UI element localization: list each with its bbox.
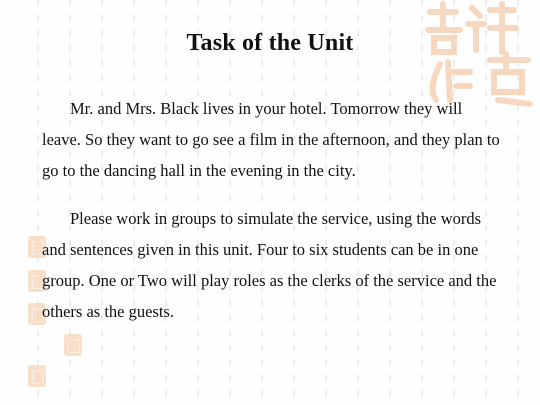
slide-title: Task of the Unit xyxy=(186,30,354,56)
task-paragraph-scenario: Mr. and Mrs. Black lives in your hotel. Tomorrow they will leave. So they want to go see a film in the afternoon, and they plan to go to the dancing hall in the evening in the city. xyxy=(42,99,500,180)
seal-decoration xyxy=(64,334,82,356)
task-paragraph-instructions: Please work in groups to simulate the service, using the words and sentences given in this unit. Four to six students can be in one group. One or Two will play roles as the clerks of the service and the others as the guests. xyxy=(42,209,497,321)
seal-decoration xyxy=(28,365,46,387)
